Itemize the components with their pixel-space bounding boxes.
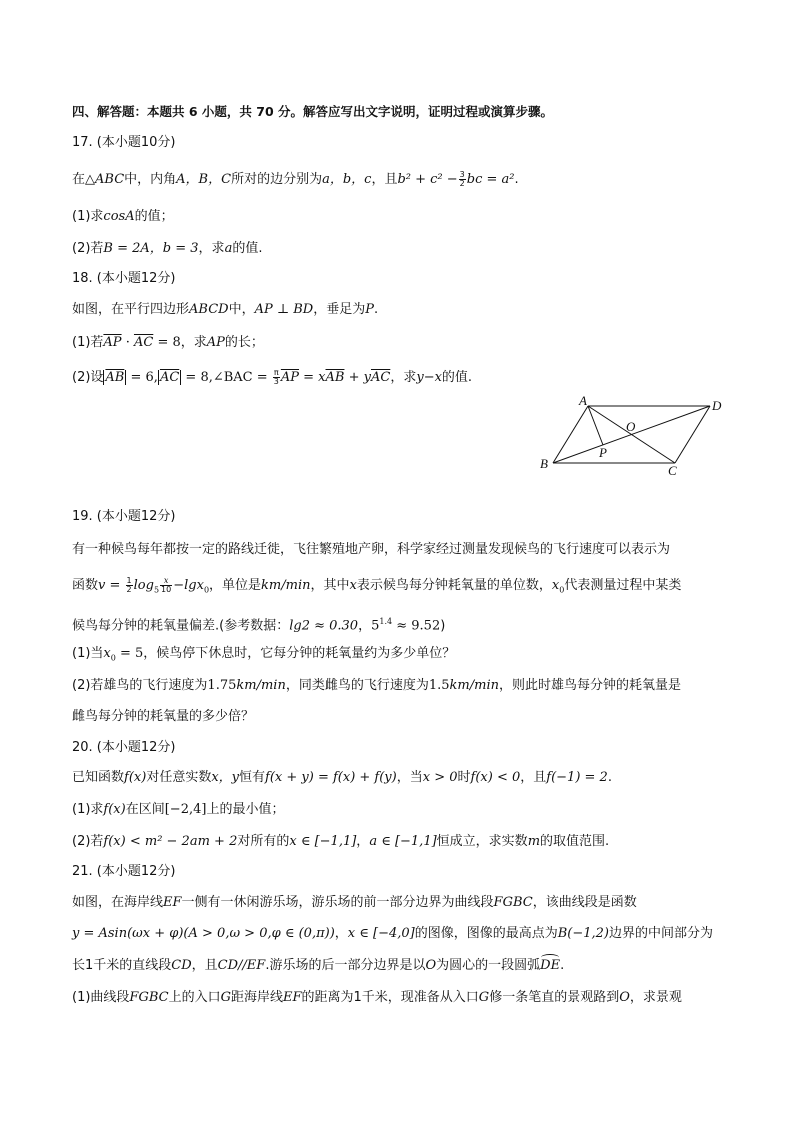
side-vars: a，b，c [322, 172, 372, 187]
triangle-symbol: △ [85, 172, 96, 187]
fraction-denominator: 3 [273, 377, 279, 386]
text: ，求 [390, 370, 417, 385]
math: 1.75 [207, 678, 237, 693]
math: [−2,4] [164, 802, 207, 817]
text: 的图像，图像的最高点为 [414, 926, 558, 941]
problem-20-stem [72, 769, 612, 787]
text: .游乐场的后一部分边界是以 [265, 958, 426, 973]
problem-21-line4 [72, 989, 682, 1007]
problem-17-header: 17. (本小题10分) [72, 135, 176, 150]
math: f(x) < m² − 2am + 2 [103, 834, 238, 849]
side-ab [553, 406, 588, 463]
text: 表示候鸟每分钟耗氧量的单位数， [356, 578, 552, 593]
vector-ap: $\overline{AP}$ [103, 335, 122, 350]
text: 如图，在海岸线 [72, 895, 164, 910]
text: 修一条笔直的景观路到 [489, 990, 620, 1005]
text: (2)若 [72, 834, 104, 849]
problem-19-line1: 有一种候鸟每年都按一定的路线迁徙，飞往繁殖地产卵，科学家经过测量发现候鸟的飞行速度可以表示为 [72, 542, 671, 557]
text: 对任意实数 [146, 770, 212, 785]
text: 在区间 [125, 802, 165, 817]
fraction-denominator: 10 [161, 585, 172, 594]
problem-19-q1 [72, 645, 455, 668]
problem-17-stem [72, 171, 519, 189]
text: 恒成立，求实数 [436, 834, 528, 849]
text: ，其中 [310, 578, 350, 593]
math: x，y [211, 770, 240, 785]
math: · [121, 335, 134, 350]
label-p: P [599, 445, 607, 460]
fraction [126, 577, 133, 594]
math: 5 [371, 618, 380, 634]
subscript: 0 [110, 653, 116, 663]
fraction [273, 369, 280, 386]
math: cosA [103, 209, 135, 224]
text: (1)求 [72, 209, 104, 224]
math: O [425, 958, 437, 973]
text: 的值. [441, 370, 473, 385]
math: km/min [449, 678, 499, 693]
text: ，且 [520, 770, 547, 785]
math: = 5 [115, 646, 144, 661]
math: = 8,∠BAC = [181, 370, 272, 385]
text: 中，内角 [124, 172, 177, 187]
vector-ac: $\overline{AC}$ [159, 370, 180, 385]
text: 所对的边分别为 [231, 172, 323, 187]
text: (2)若 [72, 241, 104, 256]
math: f(x) < 0 [470, 770, 521, 785]
problem-17-q2 [72, 240, 262, 258]
problem-19-header: 19. (本小题12分) [72, 509, 176, 524]
text: . [373, 302, 379, 317]
text: . [560, 958, 565, 973]
fraction-denominator: 2 [126, 585, 132, 594]
math: x ∈ [−4,0] [347, 926, 415, 941]
triangle-name: ABC [95, 172, 125, 187]
text: 已知函数 [72, 770, 125, 785]
math: log [133, 578, 154, 593]
text: (1)求 [72, 802, 104, 817]
math: EF [163, 895, 182, 910]
math: FGBC [129, 990, 169, 1005]
section-heading: 四、解答题：本题共 6 小题，共 70 分。解答应写出文字说明，证明过程或演算步骤。 [72, 104, 554, 119]
text: ，当 [396, 770, 423, 785]
math: x [349, 578, 357, 593]
text: 候鸟每分钟的耗氧量偏差.(参考数据： [72, 618, 290, 634]
text: ，候鸟停下休息时，它每分钟的耗氧量约为多少单位？ [143, 646, 456, 661]
problem-20-q2 [72, 833, 609, 851]
math: B = 2A，b = 3 [103, 241, 199, 256]
math: a ∈ [−1,1] [369, 834, 437, 849]
text: 距海岸线 [230, 990, 283, 1005]
math: B(−1,2) [557, 926, 609, 941]
vector-ac: $\overline{AC}$ [133, 335, 154, 350]
math: 1.5 [428, 678, 450, 693]
text: . [514, 172, 519, 187]
problem-18-header: 18. (本小题12分) [72, 271, 176, 286]
vector-ab: $\overline{AB}$ [105, 370, 125, 385]
text: (2)设 [72, 370, 104, 385]
math: x ∈ [−1,1] [289, 834, 357, 849]
math: G [478, 990, 490, 1005]
problem-19-line2 [72, 577, 681, 600]
text: 长1千米的直线段 [72, 958, 172, 973]
problem-18-q1 [72, 334, 264, 352]
text: ， [358, 618, 372, 634]
math: x [103, 646, 111, 661]
fraction-numerator: 1 [126, 576, 132, 585]
text: ，且 [191, 958, 218, 973]
text: 对所有的 [237, 834, 290, 849]
equation-part-a: b² + c² − [397, 172, 458, 187]
text: (2)若雄鸟的飞行速度为 [72, 678, 208, 693]
log-base: 5 [153, 585, 160, 595]
text: ，同类雌鸟的飞行速度为 [285, 678, 429, 693]
problem-19-q2-cont: 雌鸟每分钟的耗氧量的多少倍？ [72, 709, 255, 724]
math: x > 0 [422, 770, 458, 785]
math: v = [98, 578, 125, 593]
math: CD [171, 958, 192, 973]
problem-21-line1 [72, 894, 637, 912]
text: 的值. [232, 241, 263, 256]
vector-ac: $\overline{AC}$ [370, 370, 391, 385]
text: 函数 [72, 578, 99, 593]
math: km/min [261, 578, 311, 593]
subscript: 0 [203, 585, 210, 595]
text: ，该曲线段是函数 [532, 895, 637, 910]
text: 中， [228, 302, 255, 317]
problem-19-line3 [72, 613, 445, 635]
math: + y [344, 370, 371, 385]
vector-ab: $\overline{AB}$ [325, 370, 345, 385]
fraction-numerator: π [273, 368, 279, 377]
text: 的值； [134, 209, 174, 224]
math: AP ⊥ BD [254, 302, 314, 317]
text: 一侧有一休闲游乐场，游乐场的前一部分边界为曲线段 [181, 895, 494, 910]
fraction-numerator: 3 [459, 170, 465, 179]
equation-part-b: bc = a² [466, 172, 515, 187]
problem-20-header: 20. (本小题12分) [72, 740, 176, 755]
fraction-numerator: x [160, 577, 172, 586]
math: P [365, 302, 374, 317]
text: 代表测量过程中某类 [564, 578, 682, 593]
subscript: 0 [559, 585, 565, 595]
text: ，垂足为 [313, 302, 366, 317]
side-cd [675, 406, 710, 463]
segment-ap [588, 406, 603, 445]
text: 如图，在平行四边形 [72, 302, 190, 317]
text: ，求景观 [629, 990, 682, 1005]
math: AP [206, 335, 225, 350]
text: ，求 [180, 335, 207, 350]
label-o: O [626, 419, 636, 434]
math: = x [299, 370, 326, 385]
text: 的距离为1千米，现准备从入口 [301, 990, 479, 1005]
fraction [459, 171, 466, 188]
math: O [619, 990, 630, 1005]
text: ，则此时雄鸟每分钟的耗氧量是 [498, 678, 681, 693]
text: (1)曲线段 [72, 990, 130, 1005]
label-d: D [712, 398, 722, 413]
problem-19-q2 [72, 677, 681, 695]
text: 上的最小值； [206, 802, 285, 817]
text: 边界的中间部分为 [609, 926, 714, 941]
math: f(x) [124, 770, 147, 785]
math: EF [283, 990, 302, 1005]
problem-18-stem [72, 301, 378, 319]
text: 在 [72, 172, 86, 187]
math: = 8 [153, 335, 181, 350]
text: (1)若 [72, 335, 104, 350]
vector-ap: $\overline{AP}$ [280, 370, 300, 385]
math: x [551, 578, 560, 593]
text: ，求 [198, 241, 225, 256]
math: G [220, 990, 231, 1005]
text: 为圆心的一段圆弧 [436, 958, 541, 973]
fraction-denominator: 2 [459, 179, 465, 188]
angle-vars: A，B，C [176, 172, 232, 187]
arc-de: DE [540, 958, 561, 973]
label-a: A [579, 395, 587, 408]
problem-21-header: 21. (本小题12分) [72, 864, 176, 879]
text: ，单位是 [209, 578, 262, 593]
label-b: B [540, 456, 548, 471]
math: ABCD [189, 302, 229, 317]
text: ，且 [371, 172, 398, 187]
exponent: 1.4 [379, 617, 393, 626]
text: 时 [457, 770, 471, 785]
text: 的取值范围. [540, 834, 610, 849]
text: ， [356, 834, 370, 849]
text: 恒有 [239, 770, 266, 785]
problem-20-q1 [72, 801, 284, 819]
math: f(x) [103, 802, 126, 817]
math: y = Asin(ωx + φ)(A > 0,ω > 0,φ ∈ (0,π)) [72, 926, 335, 941]
parallelogram-figure [535, 395, 725, 477]
math: ≈ 9.52 [392, 618, 441, 634]
math: f(x + y) = f(x) + f(y) [265, 770, 397, 785]
math: FGBC [493, 895, 533, 910]
problem-21-line2 [72, 925, 713, 943]
text: 的长； [224, 335, 264, 350]
math: m [527, 834, 541, 849]
math: −lgx [173, 578, 204, 593]
problem-21-line3 [72, 957, 564, 975]
text: . [607, 770, 612, 785]
math: lg2 ≈ 0.30 [289, 618, 359, 634]
math: = 6, [126, 370, 158, 385]
problem-18-q2 [72, 369, 472, 387]
text: ) [440, 618, 446, 634]
fraction [160, 577, 172, 594]
math: y−x [416, 370, 442, 385]
label-c: C [668, 463, 677, 477]
math: a [224, 241, 233, 256]
text: 上的入口 [168, 990, 221, 1005]
math: km/min [236, 678, 286, 693]
math: f(−1) = 2 [546, 770, 608, 785]
text: ， [334, 926, 348, 941]
problem-17-q1 [72, 208, 174, 226]
math: CD//EF [217, 958, 266, 973]
text: (1)当 [72, 646, 104, 661]
